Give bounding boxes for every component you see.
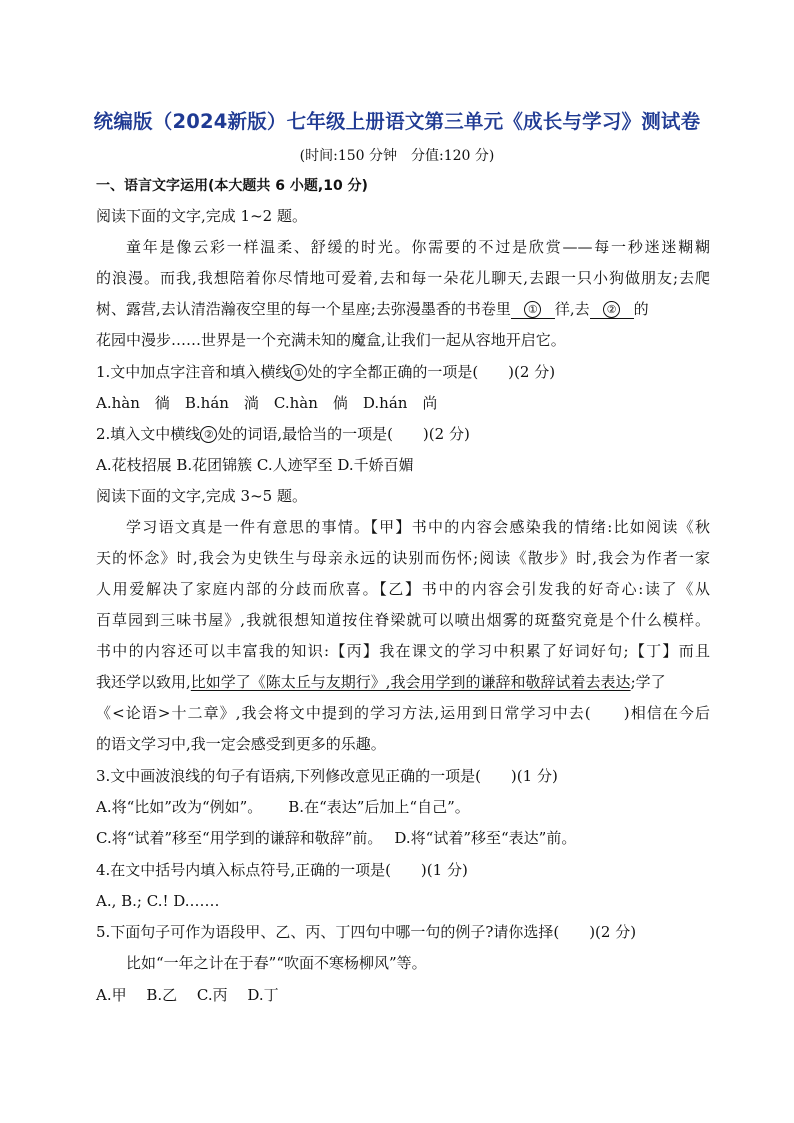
q3-option-d: D.将“试着”移至“表达”前。 bbox=[394, 829, 577, 847]
blank-marker-1: ① bbox=[524, 301, 541, 318]
question-4-stem: 4.在文中括号内填入标点符号,正确的一项是( )(1 分) bbox=[96, 861, 468, 879]
question-2-stem bbox=[96, 424, 710, 444]
passage2-line bbox=[96, 672, 710, 692]
question-4-options: A., B.; C.! D.…… bbox=[96, 892, 220, 910]
section-heading: 一、语言文字运用(本大题共 6 小题,10 分) bbox=[96, 178, 368, 194]
question-3-options-cd bbox=[96, 828, 710, 848]
passage1-line: 童年是像云彩一样温柔、舒缓的时光。你需要的不过是欣赏——每一秒迷迷糊糊 bbox=[126, 238, 710, 256]
passage2-text: 我还学以致用, bbox=[96, 673, 191, 691]
reading-intro-1: 阅读下面的文字,完成 1~2 题。 bbox=[96, 207, 307, 225]
q2-text: 处的词语,最恰当的一项是( )(2 分) bbox=[217, 425, 470, 443]
question-5-stem: 5.下面句子可作为语段甲、乙、丙、丁四句中哪一句的例子?请你选择( )(2 分) bbox=[96, 923, 637, 941]
question-1-options: A.hàn 徜 B.hán 淌 C.hàn 倘 D.hán 尚 bbox=[96, 394, 438, 412]
passage1-text: 徉,去 bbox=[554, 300, 590, 318]
exam-time-score: (时间:150 分钟 分值:120 分) bbox=[299, 148, 495, 164]
question-3-stem: 3.文中画波浪线的句子有语病,下列修改意见正确的一项是( )(1 分) bbox=[96, 767, 558, 785]
question-2-options: A.花枝招展 B.花团锦簇 C.人迹罕至 D.千娇百媚 bbox=[96, 456, 414, 474]
question-5-example: 比如“一年之计在于春”“吹面不寒杨柳风”等。 bbox=[126, 954, 427, 972]
question-1-stem bbox=[96, 362, 710, 382]
passage2-line: 书中的内容还可以丰富我的知识:【丙】我在课文的学习中积累了好词好句;【丁】而且 bbox=[96, 642, 710, 660]
question-3-options-ab bbox=[96, 797, 710, 817]
passage1-line: 花园中漫步……世界是一个充满未知的魔盒,让我们一起从容地开启它。 bbox=[96, 331, 566, 349]
q3-option-a: A.将“比如”改为“例如”。 bbox=[96, 798, 263, 816]
passage2-line: 百草园到三味书屋》,我就很想知道按住脊梁就可以喷出烟雾的斑蝥究竟是个什么模样。 bbox=[96, 611, 710, 629]
fill-blank-1 bbox=[511, 300, 555, 319]
reading-intro-2: 阅读下面的文字,完成 3~5 题。 bbox=[96, 487, 307, 505]
blank-marker-2: ② bbox=[603, 301, 620, 318]
passage2-line: 《<论语>十二章》,我会将文中提到的学习方法,运用到日常学习中去( )相信在今后 bbox=[96, 704, 710, 722]
fill-blank-2 bbox=[590, 300, 634, 319]
exam-title: 统编版（2024新版）七年级上册语文第三单元《成长与学习》测试卷 bbox=[93, 110, 701, 133]
q3-option-b: B.在“表达”后加上“自己”。 bbox=[288, 798, 470, 816]
passage2-line: 人用爱解决了家庭内部的分歧而欣喜。【乙】书中的内容会引发我的好奇心:读了《从 bbox=[96, 580, 710, 598]
wavy-underlined-sentence: 比如学了《陈太丘与友期行》,我会用学到的谦辞和敬辞试着去表达 bbox=[190, 673, 631, 691]
q3-option-c: C.将“试着”移至“用学到的谦辞和敬辞”前。 bbox=[96, 829, 383, 847]
q1-text: 处的字全都正确的一项是( )(2 分) bbox=[307, 363, 556, 381]
passage2-text: ;学了 bbox=[630, 673, 666, 691]
q2-text: 2.填入文中横线 bbox=[96, 425, 201, 443]
q1-blank-marker: ① bbox=[290, 364, 307, 381]
passage2-line: 天的怀念》时,我会为史铁生与母亲永远的诀别而伤怀;阅读《散步》时,我会为作者一家 bbox=[96, 549, 711, 567]
passage1-text: 树、露营,去认清浩瀚夜空里的每一个星座;去弥漫墨香的书卷里 bbox=[96, 300, 511, 318]
passage1-line bbox=[96, 299, 710, 319]
q2-blank-marker: ② bbox=[200, 426, 217, 443]
q1-text: 1.文中加点字注音和填入横线 bbox=[96, 363, 291, 381]
passage2-line: 的语文学习中,我一定会感受到更多的乐趣。 bbox=[96, 735, 386, 753]
passage1-text: 的 bbox=[633, 300, 649, 318]
question-5-options: A.甲 B.乙 C.丙 D.丁 bbox=[96, 986, 279, 1004]
passage1-line: 的浪漫。而我,我想陪着你尽情地可爱着,去和每一朵花儿聊天,去跟一只小狗做朋友;去爬 bbox=[96, 269, 710, 287]
passage2-line: 学习语文真是一件有意思的事情。【甲】书中的内容会感染我的情绪:比如阅读《秋 bbox=[126, 518, 710, 536]
